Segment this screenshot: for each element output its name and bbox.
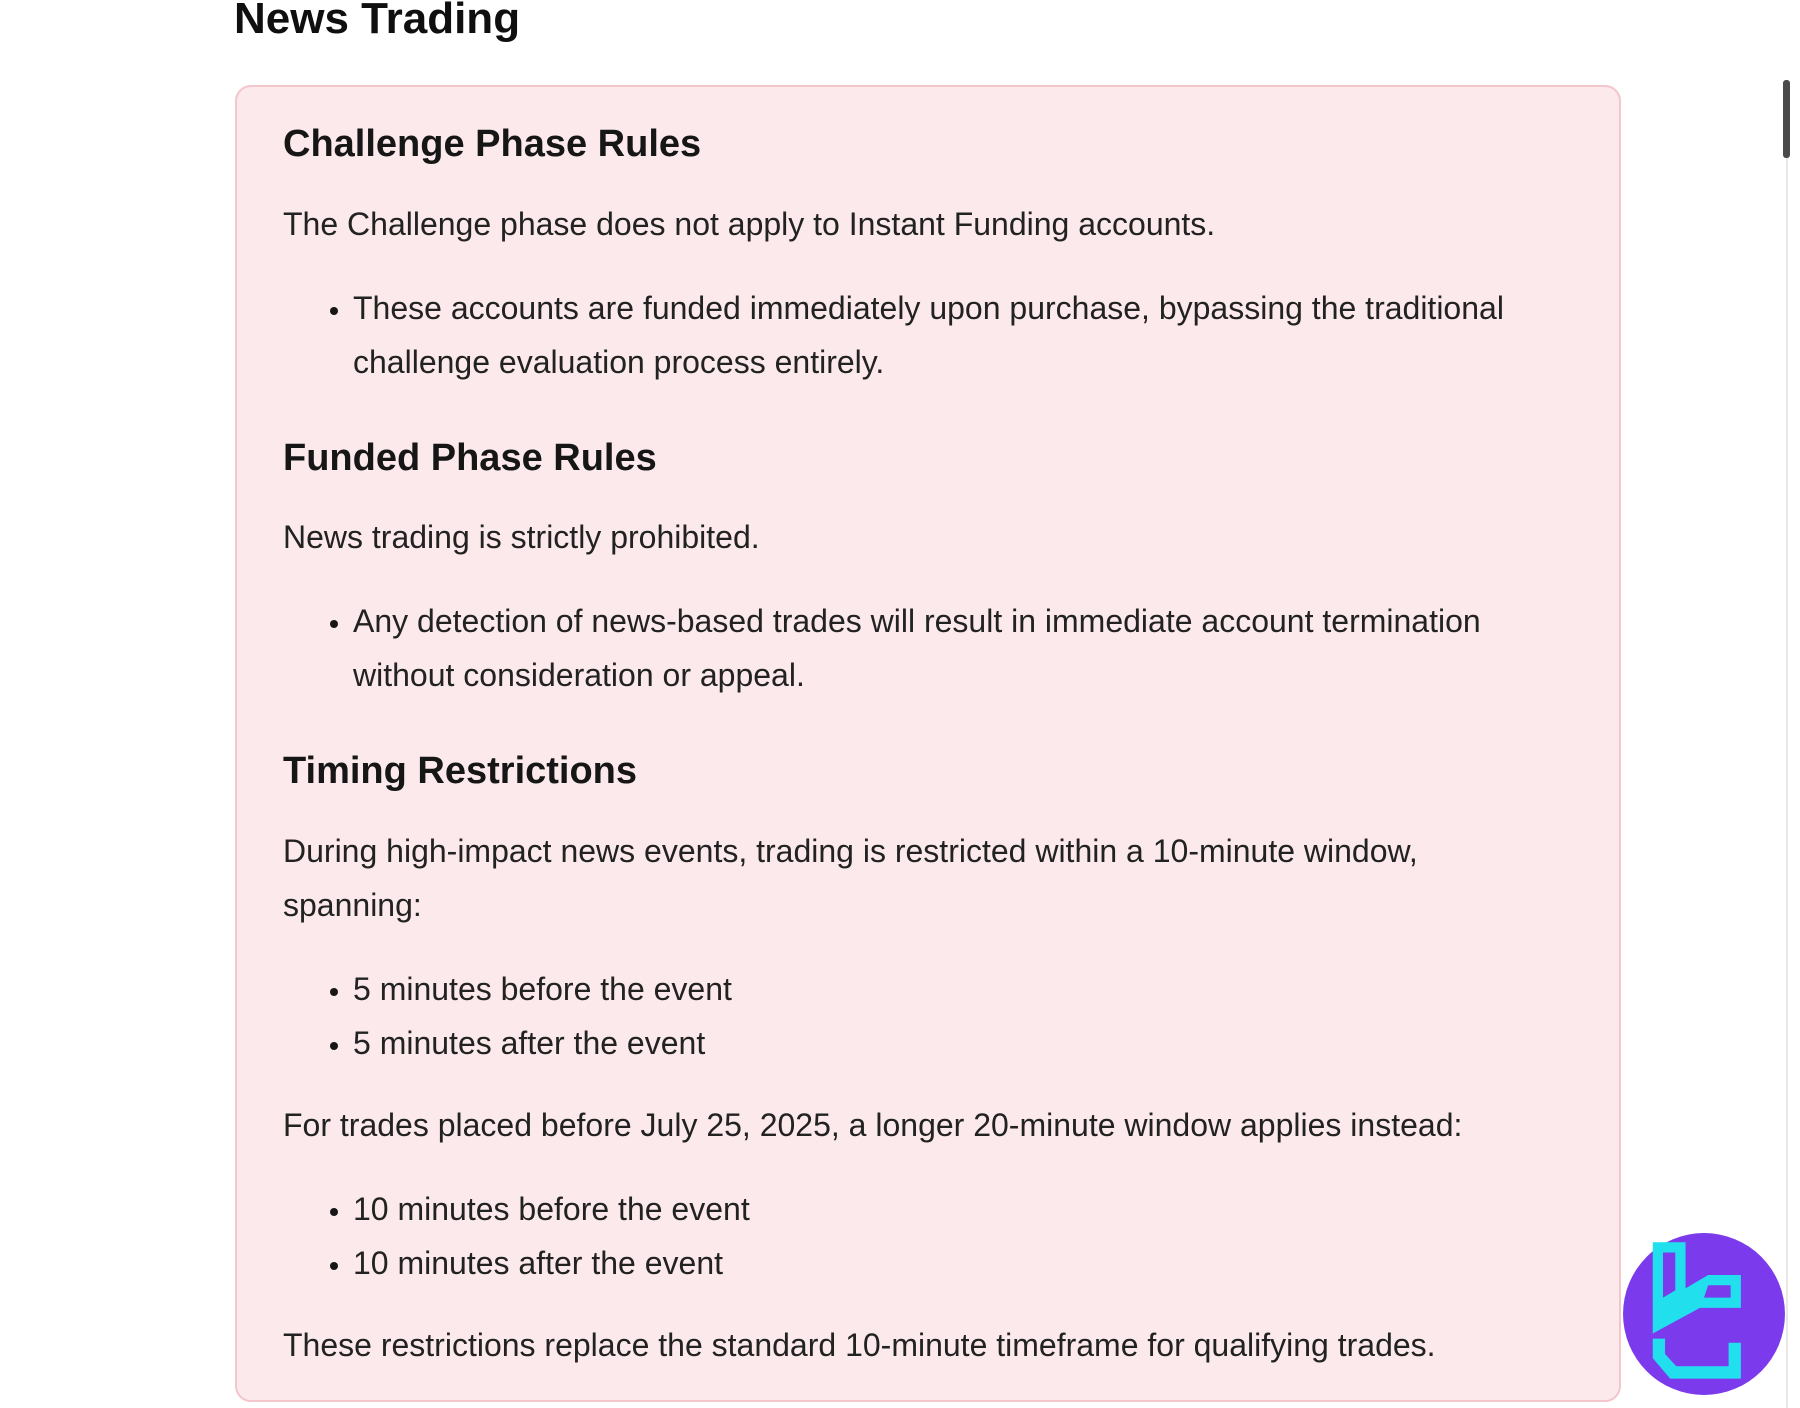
page-title: News Trading: [234, 0, 521, 43]
bullet-list: [283, 281, 1559, 389]
section-paragraph: During high-impact news events, trading is restricted within a 10-minute window, spanning:: [283, 832, 1418, 923]
rules-card: [235, 85, 1621, 1402]
section-heading-funded-phase: Funded Phase Rules: [283, 436, 657, 479]
section-paragraph: The Challenge phase does not apply to Instant Funding accounts.: [283, 205, 1216, 242]
list-item: • 10 minutes after the event: [353, 1236, 1559, 1290]
brand-logo-icon: [1622, 1232, 1786, 1396]
scrollbar-thumb[interactable]: [1783, 80, 1790, 158]
list-item: • Any detection of news-based trades will result in immediate account termination without consideration or appeal.: [353, 594, 1559, 702]
scrollbar[interactable]: [1783, 80, 1791, 1408]
section-heading-timing-restrictions: Timing Restrictions: [283, 750, 638, 792]
section-paragraph: For trades placed before July 25, 2025, a longer 20-minute window applies instead:: [283, 1106, 1463, 1143]
section-paragraph: News trading is strictly prohibited.: [283, 519, 760, 555]
scrollbar-track[interactable]: [1786, 80, 1788, 1408]
list-item: • These accounts are funded immediately upon purchase, bypassing the traditional challenge evaluation process entirely.: [353, 281, 1559, 389]
bullet-list: [283, 962, 1559, 1070]
list-item: • 5 minutes before the event: [353, 962, 1559, 1016]
list-item: • 5 minutes after the event: [353, 1016, 1559, 1070]
section-paragraph: These restrictions replace the standard 10-minute timeframe for qualifying trades.: [283, 1326, 1436, 1363]
section-heading-challenge-phase: Challenge Phase Rules: [283, 123, 702, 165]
bullet-list: [283, 1182, 1559, 1290]
list-item: • 10 minutes before the event: [353, 1182, 1559, 1236]
bullet-list: [283, 594, 1559, 702]
